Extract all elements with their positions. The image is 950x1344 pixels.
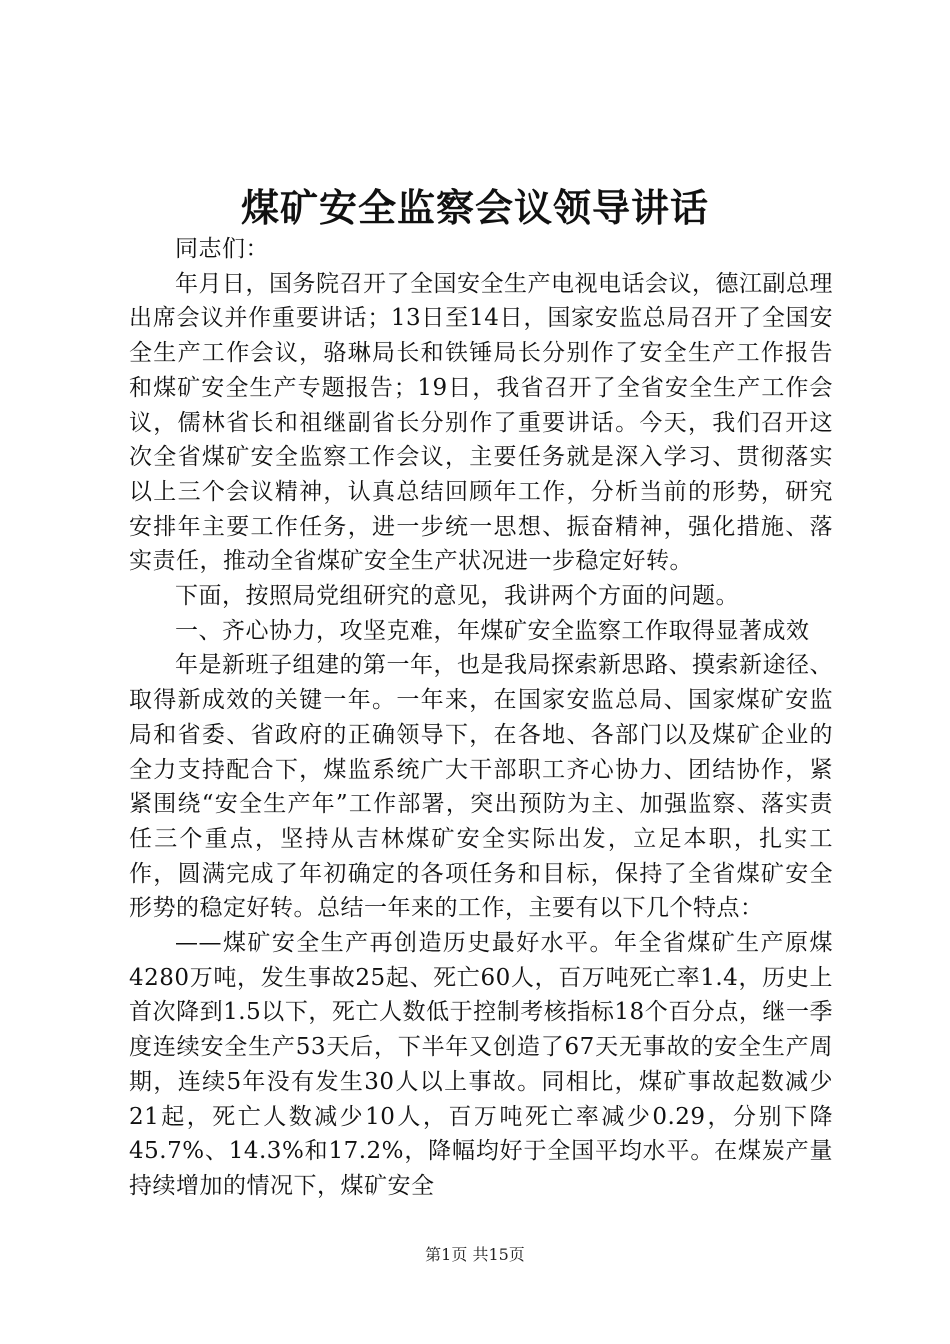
body-paragraph: 下面，按照局党组研究的意见，我讲两个方面的问题。 [175, 583, 739, 610]
document-title: 煤矿安全监察会议领导讲话 [240, 185, 709, 230]
body-paragraph: 年月日，国务院召开了全国安全生产电视电话会议，德江副总理出席会议并作重要讲话；13日至14日，国家安监总局召开了全国安全生产工作会议，骆琳局长和铁锤局长分别作了安全生产工作报告和煤矿安全生产专题报告；19日，我省召开了全省安全生产工作会议，儒林省长和祖继副省长分别作了重要讲话。今天，我们召开这次全省煤矿安全监察工作会议，主要任务就是深入学习、贯彻落实以上三个会议精神，认真总结回顾年工作，分析当前的形势，研究安排年主要工作任务，进一步统一思想、振奋精神，强化措施、落实责任，推动全省煤矿安全生产状况进一步稳定好转。 [129, 270, 833, 575]
body-paragraph: ——煤矿安全生产再创造历史最好水平。年全省煤矿生产原煤4280万吨，发生事故25起、死亡60人，百万吨死亡率1.4，历史上首次降到1.5以下，死亡人数低于控制考核指标18个百分点，继一季度连续安全生产53天后，下半年又创造了67天无事故的安全生产周期，连续5年没有发生30人以上事故。同相比，煤矿事故起数减少21起，死亡人数减少10人，百万吨死亡率减少0.29，分别下降45.7%、14.3%和17.2%，降幅均好于全国平均水平。在煤炭产量持续增加的情况下，煤矿安全 [129, 930, 833, 1199]
page-footer: 第1页 共15页 [425, 1245, 525, 1264]
body-paragraph: 年是新班子组建的第一年，也是我局探索新思路、摸索新途径、取得新成效的关键一年。一年来，在国家安监总局、国家煤矿安监局和省委、省政府的正确领导下，在各地、各部门以及煤矿企业的全力支持配合下，煤监系统广大干部职工齐心协力、团结协作，紧紧围绕“安全生产年”工作部署，突出预防为主、加强监察、落实责任三个重点，坚持从吉林煤矿安全实际出发，立足本职，扎实工作，圆满完成了年初确定的各项任务和目标，保持了全省煤矿安全形势的稳定好转。总结一年来的工作，主要有以下几个特点： [129, 652, 833, 922]
document-body [129, 232, 833, 1204]
section-heading: 一、齐心协力，攻坚克难，年煤矿安全监察工作取得显著成效 [175, 617, 810, 644]
salutation-paragraph: 同志们： [175, 236, 269, 262]
